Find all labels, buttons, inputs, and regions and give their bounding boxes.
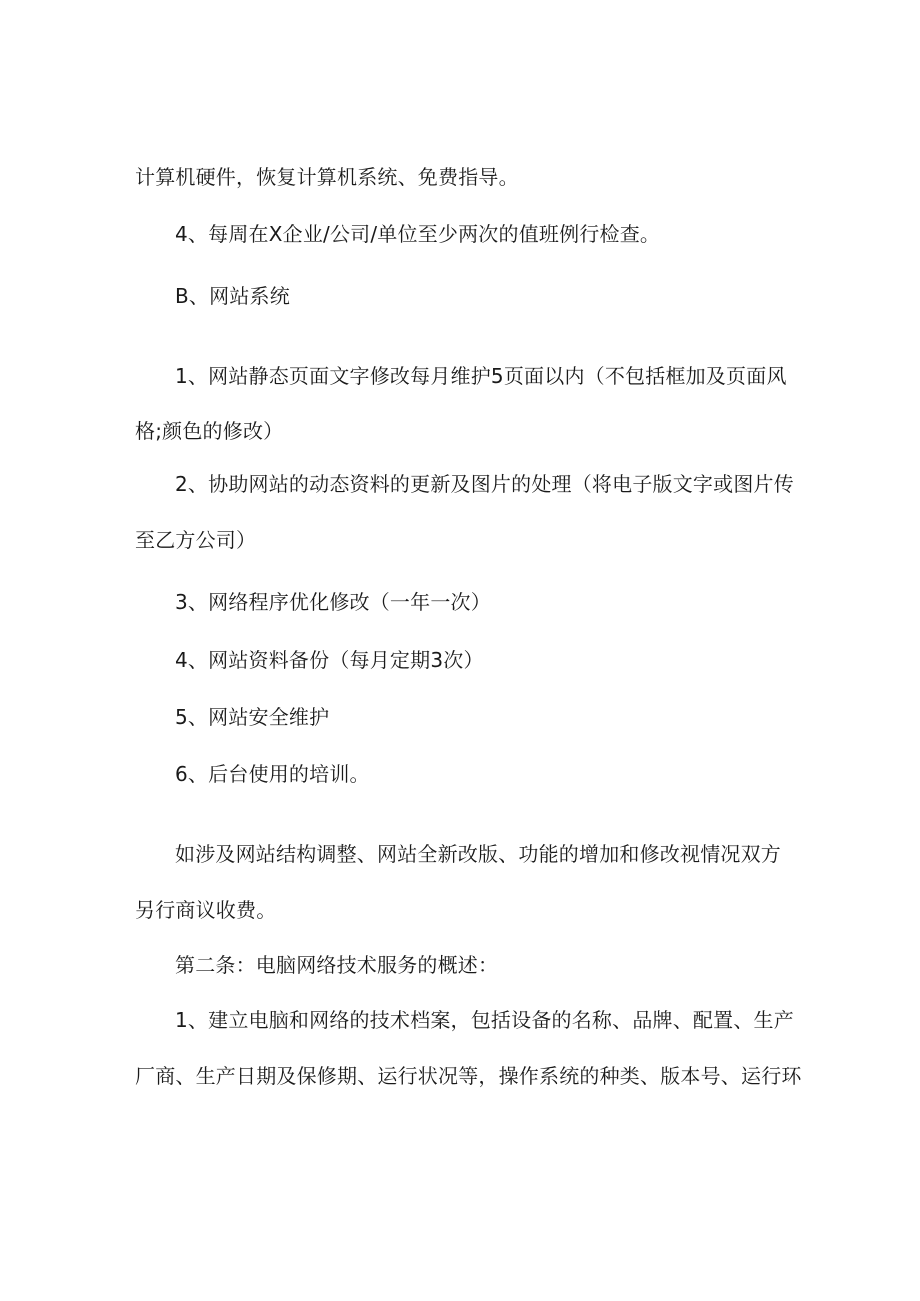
text-line-4: 1、网站静态页面文字修改每月维护5页面以内（不包括框加及页面风 (175, 364, 787, 388)
text-line-13: 另行商议收费。 (135, 898, 277, 922)
text-line-6: 2、协助网站的动态资料的更新及图片的处理（将电子版文字或图片传 (175, 472, 794, 496)
article-heading: 第二条：电脑网络技术服务的概述： (175, 953, 499, 977)
text-line-2: 4、每周在X企业/公司/单位至少两次的值班例行检查。 (175, 222, 661, 246)
section-heading-b: B、网站系统 (175, 284, 290, 308)
text-line-9: 4、网站资料备份（每月定期3次） (175, 648, 484, 672)
text-line-7: 至乙方公司） (135, 528, 257, 552)
text-line-8: 3、网络程序优化修改（一年一次） (175, 590, 491, 614)
text-line-1: 计算机硬件，恢复计算机系统、免费指导。 (135, 165, 519, 189)
text-line-10: 5、网站安全维护 (175, 705, 330, 729)
text-line-12: 如涉及网站结构调整、网站全新改版、功能的增加和修改视情况双方 (175, 842, 781, 866)
text-line-16: 厂商、生产日期及保修期、运行状况等，操作系统的种类、版本号、运行环 (135, 1064, 802, 1088)
text-line-5: 格;颜色的修改） (135, 419, 284, 443)
text-line-15: 1、建立电脑和网络的技术档案，包括设备的名称、品牌、配置、生产 (175, 1008, 794, 1032)
text-line-11: 6、后台使用的培训。 (175, 762, 370, 786)
